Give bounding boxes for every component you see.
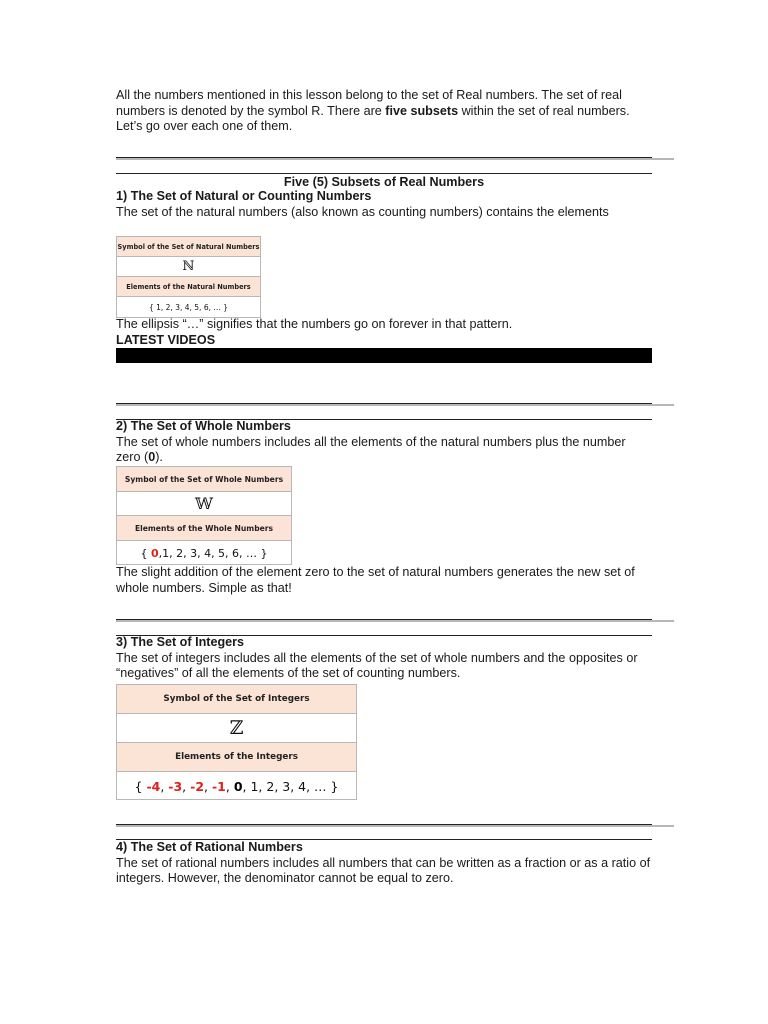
- rational-heading: 4) The Set of Rational Numbers: [116, 840, 303, 854]
- section-natural: [116, 175, 652, 220]
- integers-elements: [117, 772, 356, 801]
- intro-bold: five subsets: [385, 103, 459, 118]
- integers-text: The set of integers includes all the elements of the set of whole numbers and the opposites or “negatives” of all the elements of the set of counting numbers.: [116, 650, 638, 681]
- int-sep: ,: [225, 779, 234, 794]
- intro-text-1: All the numbers mentioned in this lesson belong to the set of Real numbers. The set of real numbers is denoted by the symbol R. There are: [116, 88, 622, 118]
- video-player-bar[interactable]: [116, 348, 652, 363]
- whole-symbol: 𝕎: [117, 492, 291, 516]
- int-neg1: -1: [211, 779, 226, 794]
- page-title: Five (5) Subsets of Real Numbers: [283, 175, 485, 189]
- section-integers: [116, 635, 652, 682]
- natural-elements: { 1, 2, 3, 4, 5, 6, … }: [148, 302, 229, 312]
- natural-symbol-header: Symbol of the Set of Natural Numbers: [117, 237, 260, 257]
- whole-elements-header: Elements of the Whole Numbers: [117, 516, 291, 541]
- intro-text-2: within the set of real numbers. Let’s go over each one of them.: [116, 103, 630, 134]
- whole-symbol-header: Symbol of the Set of Whole Numbers: [117, 467, 291, 492]
- natural-elements-header: Elements of the Natural Numbers: [117, 277, 260, 297]
- natural-after-text: The ellipsis “…” signifies that the numbers go on forever in that pattern.: [116, 317, 513, 331]
- int-neg2: -2: [190, 779, 205, 794]
- divider-gray: [116, 825, 674, 827]
- whole-table: [116, 466, 292, 565]
- int-sep: ,: [204, 779, 212, 794]
- int-el-rest: , 1, 2, 3, 4, … }: [242, 779, 339, 794]
- intro-paragraph: [116, 88, 652, 135]
- whole-el-open: {: [140, 547, 151, 560]
- integers-heading: 3) The Set of Integers: [116, 635, 245, 649]
- natural-text: The set of the natural numbers (also known as counting numbers) contains the elements: [116, 204, 609, 219]
- whole-text: [116, 435, 652, 466]
- int-zero: 0: [233, 779, 243, 794]
- section-rational: [116, 840, 652, 887]
- natural-symbol: ℕ: [117, 257, 260, 277]
- int-neg3: -3: [168, 779, 183, 794]
- whole-elements: [117, 541, 291, 566]
- integers-table: [116, 684, 357, 800]
- integers-symbol: ℤ: [117, 714, 356, 743]
- latest-videos-label: LATEST VIDEOS: [116, 333, 216, 347]
- divider-line: [116, 173, 652, 174]
- divider-gray: [116, 404, 674, 406]
- int-neg4: -4: [146, 779, 161, 794]
- divider-gray: [116, 158, 674, 160]
- whole-text-bold: 0: [148, 450, 156, 465]
- section-whole: [116, 419, 652, 466]
- natural-table: [116, 236, 261, 318]
- int-sep: ,: [160, 779, 169, 794]
- whole-after-text: The slight addition of the element zero to the set of natural numbers generates the new set of whole numbers. Simple as that!: [116, 565, 635, 595]
- whole-text-1: The set of whole numbers includes all the elements of the natural numbers plus the number zero (: [116, 434, 626, 465]
- rational-text: The set of rational numbers includes all numbers that can be written as a fraction or as a ratio of integers. However, the denominator cannot be equal to zero.: [116, 855, 651, 886]
- divider-gray: [116, 620, 674, 622]
- natural-heading: 1) The Set of Natural or Counting Numbers: [116, 189, 372, 203]
- int-el-open: {: [134, 779, 147, 794]
- integers-symbol-header: Symbol of the Set of Integers: [117, 685, 356, 714]
- whole-text-2: ).: [155, 450, 163, 465]
- int-sep: ,: [182, 779, 191, 794]
- whole-el-rest: ,1, 2, 3, 4, 5, 6, … }: [158, 547, 268, 560]
- whole-el-zero: 0: [150, 547, 159, 560]
- whole-heading: 2) The Set of Whole Numbers: [116, 419, 291, 433]
- integers-elements-header: Elements of the Integers: [117, 743, 356, 772]
